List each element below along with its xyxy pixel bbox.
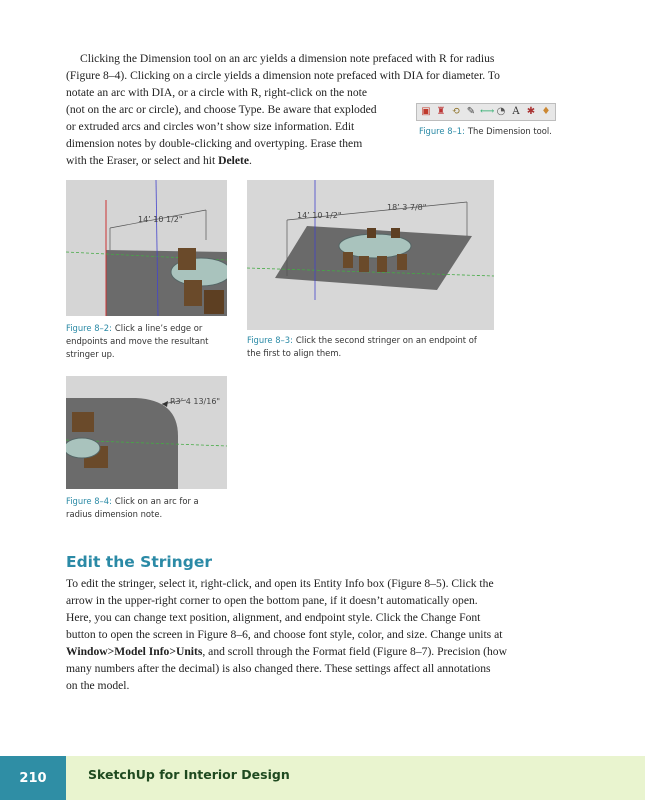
body-line-2: (Figure 8–4). Clicking on a circle yields a dimension note prefaced with DIA for diameter. To (66, 69, 500, 82)
fig3-caption (247, 334, 477, 360)
section-line-5-text: , and scroll through the Format field (Figure 8–7). Precision (how (202, 645, 507, 658)
fig2-image (66, 180, 227, 316)
fig2-label: Figure 8–2: (66, 323, 112, 333)
fig4-dimension: R3’ 4 13/16" (170, 397, 221, 406)
fig2-dimension: 14’ 10 1/2" (138, 215, 183, 224)
body-line-6: dimension notes by double-clicking and overtyping. Erase them (66, 137, 363, 150)
section-line-5 (66, 645, 507, 658)
fig1-label: Figure 8–1: (419, 126, 465, 136)
body-line-1: Clicking the Dimension tool on an arc yields a dimension note prefaced with R for radius (80, 52, 495, 65)
rotated-rectangle-icon: ▣ (421, 106, 431, 117)
fig3-scene (247, 180, 494, 330)
period: . (249, 154, 252, 167)
fig2-text-3: stringer up. (66, 349, 115, 359)
fig2-text-1: Click a line’s edge or (114, 323, 203, 333)
page-number: 210 (0, 756, 66, 800)
fig3-dimension-2: 18’ 3 7/8" (387, 203, 427, 212)
fig2-caption (66, 322, 208, 361)
3d-text-icon: ♦ (541, 106, 551, 117)
fig3-dimension-1: 14’ 10 1/2" (297, 211, 342, 220)
section-line-7: on the model. (66, 679, 130, 692)
fig3-label: Figure 8–3: (247, 335, 293, 345)
body-line-4: (not on the arc or circle), and choose Type. Be aware that exploded (66, 103, 377, 116)
fig4-text-2: radius dimension note. (66, 509, 163, 519)
section-line-2: arrow in the upper-right corner to open the bottom pane, if it doesn’t automatically open. (66, 594, 478, 607)
fig1-caption (419, 125, 552, 138)
tape-measure-icon: ✎ (466, 106, 476, 117)
body-line-7-text: with the Eraser, or select and hit (66, 154, 219, 167)
axes-icon: ✱ (526, 106, 536, 117)
text-icon: A (512, 106, 520, 117)
page-footer (0, 756, 645, 800)
body-line-5: or extruded arcs and circles won’t show size information. Edit (66, 120, 355, 133)
fig4-label: Figure 8–4: (66, 496, 112, 506)
dimension-toolbar (416, 103, 556, 121)
fig2-scene (66, 180, 227, 316)
fig4-scene (66, 376, 227, 489)
section-line-4: button to open the screen in Figure 8–6, and choose font style, color, and size. Change units at (66, 628, 503, 641)
fig4-text-1: Click on an arc for a (114, 496, 199, 506)
book-title: SketchUp for Interior Design (88, 767, 290, 782)
fig3-text-1: Click the second stringer on an endpoint of (295, 335, 477, 345)
protractor-icon: ◔ (496, 106, 506, 117)
section-line-6: many numbers after the decimal) is also changed there. These settings affect all annotations (66, 662, 491, 675)
fig1-text: The Dimension tool. (467, 126, 552, 136)
section-line-3: Here, you can change text position, alignment, and endpoint style. Click the Change Font (66, 611, 481, 624)
fig2-text-2: endpoints and move the resultant (66, 336, 209, 346)
model-info-path: Window>Model Info>Units (66, 645, 203, 658)
section-heading: Edit the Stringer (66, 553, 212, 571)
fig4-caption (66, 495, 199, 521)
offset-icon: ⟲ (451, 106, 461, 117)
body-line-7 (66, 154, 252, 167)
section-line-1: To edit the stringer, select it, right-click, and open its Entity Info box (Figure 8–5). Click the (66, 577, 494, 590)
fig3-text-2: the first to align them. (247, 348, 342, 358)
body-line-3: notate an arc with DIA, or a circle with R, right-click on the note (66, 86, 368, 99)
dimension-icon: ⟷ (480, 106, 495, 117)
follow-me-icon: ♜ (436, 106, 446, 117)
fig3-image (247, 180, 494, 330)
fig4-image (66, 376, 227, 489)
delete-key-label: Delete (218, 154, 250, 167)
